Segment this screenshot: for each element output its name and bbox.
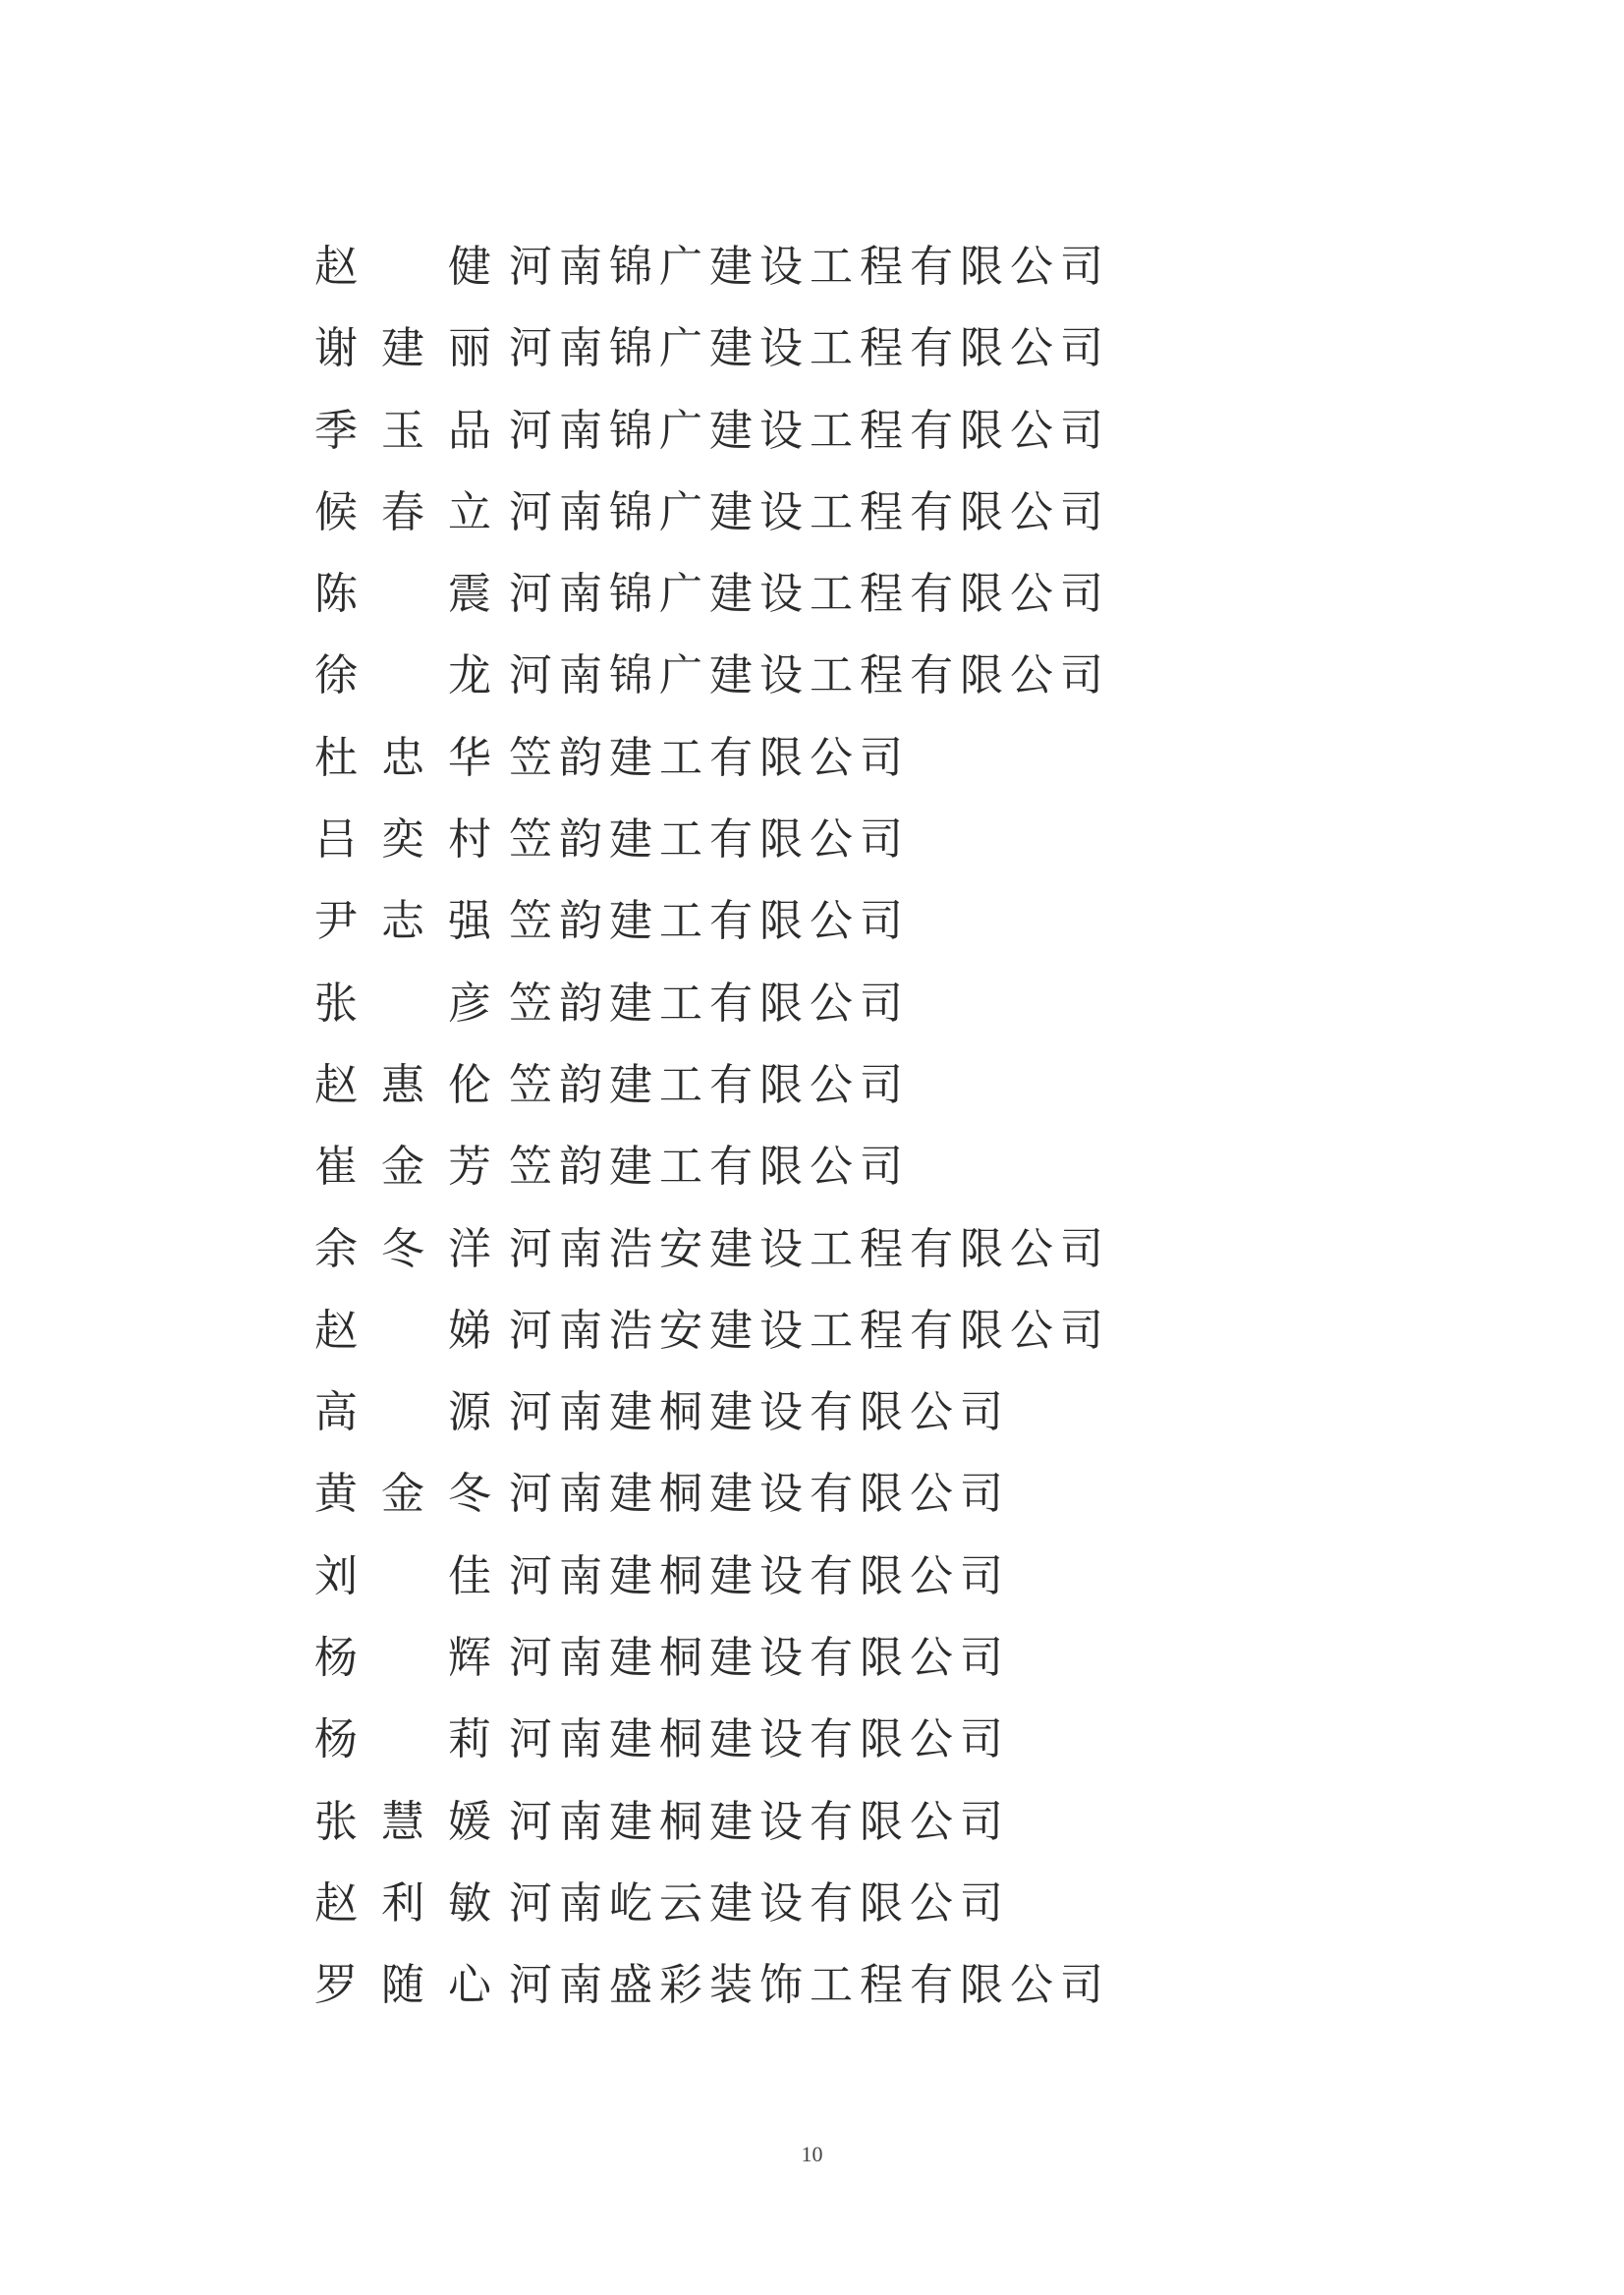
person-name: 杜忠华 xyxy=(314,732,491,783)
list-item xyxy=(314,717,1395,799)
list-item xyxy=(314,1944,1395,2026)
list-item xyxy=(314,472,1395,553)
person-name: 崔金芳 xyxy=(314,1142,491,1193)
list-item xyxy=(314,1617,1395,1699)
company-name: 河南锦广建设工程有限公司 xyxy=(509,323,1110,374)
list-item xyxy=(314,553,1395,635)
person-name: 杨 莉 xyxy=(314,1714,491,1765)
company-name: 笠韵建工有限公司 xyxy=(509,978,910,1029)
company-name: 河南锦广建设工程有限公司 xyxy=(509,569,1110,620)
person-name: 赵 健 xyxy=(314,242,491,292)
list-item xyxy=(314,1208,1395,1290)
person-name: 陈 震 xyxy=(314,569,491,620)
company-name: 笠韵建工有限公司 xyxy=(509,1142,910,1193)
company-name: 笠韵建工有限公司 xyxy=(509,732,910,783)
page-number: 10 xyxy=(801,2142,823,2166)
list-item xyxy=(314,1863,1395,1944)
person-name: 罗随心 xyxy=(314,1960,491,2011)
person-name: 吕奕村 xyxy=(314,814,491,866)
person-name: 候春立 xyxy=(314,486,491,537)
company-name: 河南屹云建设有限公司 xyxy=(509,1877,1010,1929)
list-item xyxy=(314,1781,1395,1863)
list-item xyxy=(314,880,1395,962)
list-item xyxy=(314,635,1395,716)
company-name: 河南建桐建设有限公司 xyxy=(509,1796,1010,1847)
company-name: 河南锦广建设工程有限公司 xyxy=(509,650,1110,701)
company-name: 笠韵建工有限公司 xyxy=(509,896,910,947)
company-name: 河南锦广建设工程有限公司 xyxy=(509,405,1110,456)
list-item xyxy=(314,390,1395,472)
personnel-list xyxy=(314,226,1395,2027)
company-name: 河南建桐建设有限公司 xyxy=(509,1633,1010,1684)
person-name: 赵惠伦 xyxy=(314,1059,491,1110)
list-item xyxy=(314,1699,1395,1780)
person-name: 徐 龙 xyxy=(314,650,491,701)
person-name: 谢建丽 xyxy=(314,323,491,374)
company-name: 河南盛彩装饰工程有限公司 xyxy=(509,1960,1110,2011)
company-name: 河南浩安建设工程有限公司 xyxy=(509,1223,1110,1274)
list-item xyxy=(314,1371,1395,1453)
list-item xyxy=(314,1536,1395,1617)
company-name: 河南锦广建设工程有限公司 xyxy=(509,486,1110,537)
person-name: 张慧媛 xyxy=(314,1796,491,1847)
person-name: 高 源 xyxy=(314,1387,491,1438)
company-name: 笠韵建工有限公司 xyxy=(509,1059,910,1110)
company-name: 河南建桐建设有限公司 xyxy=(509,1550,1010,1601)
list-item xyxy=(314,226,1395,308)
person-name: 赵利敏 xyxy=(314,1877,491,1929)
list-item xyxy=(314,1290,1395,1371)
person-name: 余冬洋 xyxy=(314,1223,491,1274)
list-item xyxy=(314,963,1395,1044)
person-name: 黄金冬 xyxy=(314,1469,491,1520)
list-item xyxy=(314,1044,1395,1126)
person-name: 张 彦 xyxy=(314,978,491,1029)
list-item xyxy=(314,1453,1395,1535)
company-name: 河南建桐建设有限公司 xyxy=(509,1469,1010,1520)
person-name: 赵 娣 xyxy=(314,1305,491,1356)
company-name: 河南建桐建设有限公司 xyxy=(509,1387,1010,1438)
company-name: 河南锦广建设工程有限公司 xyxy=(509,242,1110,292)
list-item xyxy=(314,308,1395,389)
person-name: 杨 辉 xyxy=(314,1633,491,1684)
company-name: 河南建桐建设有限公司 xyxy=(509,1714,1010,1765)
company-name: 笠韵建工有限公司 xyxy=(509,814,910,866)
person-name: 刘 佳 xyxy=(314,1550,491,1601)
list-item xyxy=(314,799,1395,880)
list-item xyxy=(314,1126,1395,1207)
person-name: 季玉品 xyxy=(314,405,491,456)
person-name: 尹志强 xyxy=(314,896,491,947)
company-name: 河南浩安建设工程有限公司 xyxy=(509,1305,1110,1356)
